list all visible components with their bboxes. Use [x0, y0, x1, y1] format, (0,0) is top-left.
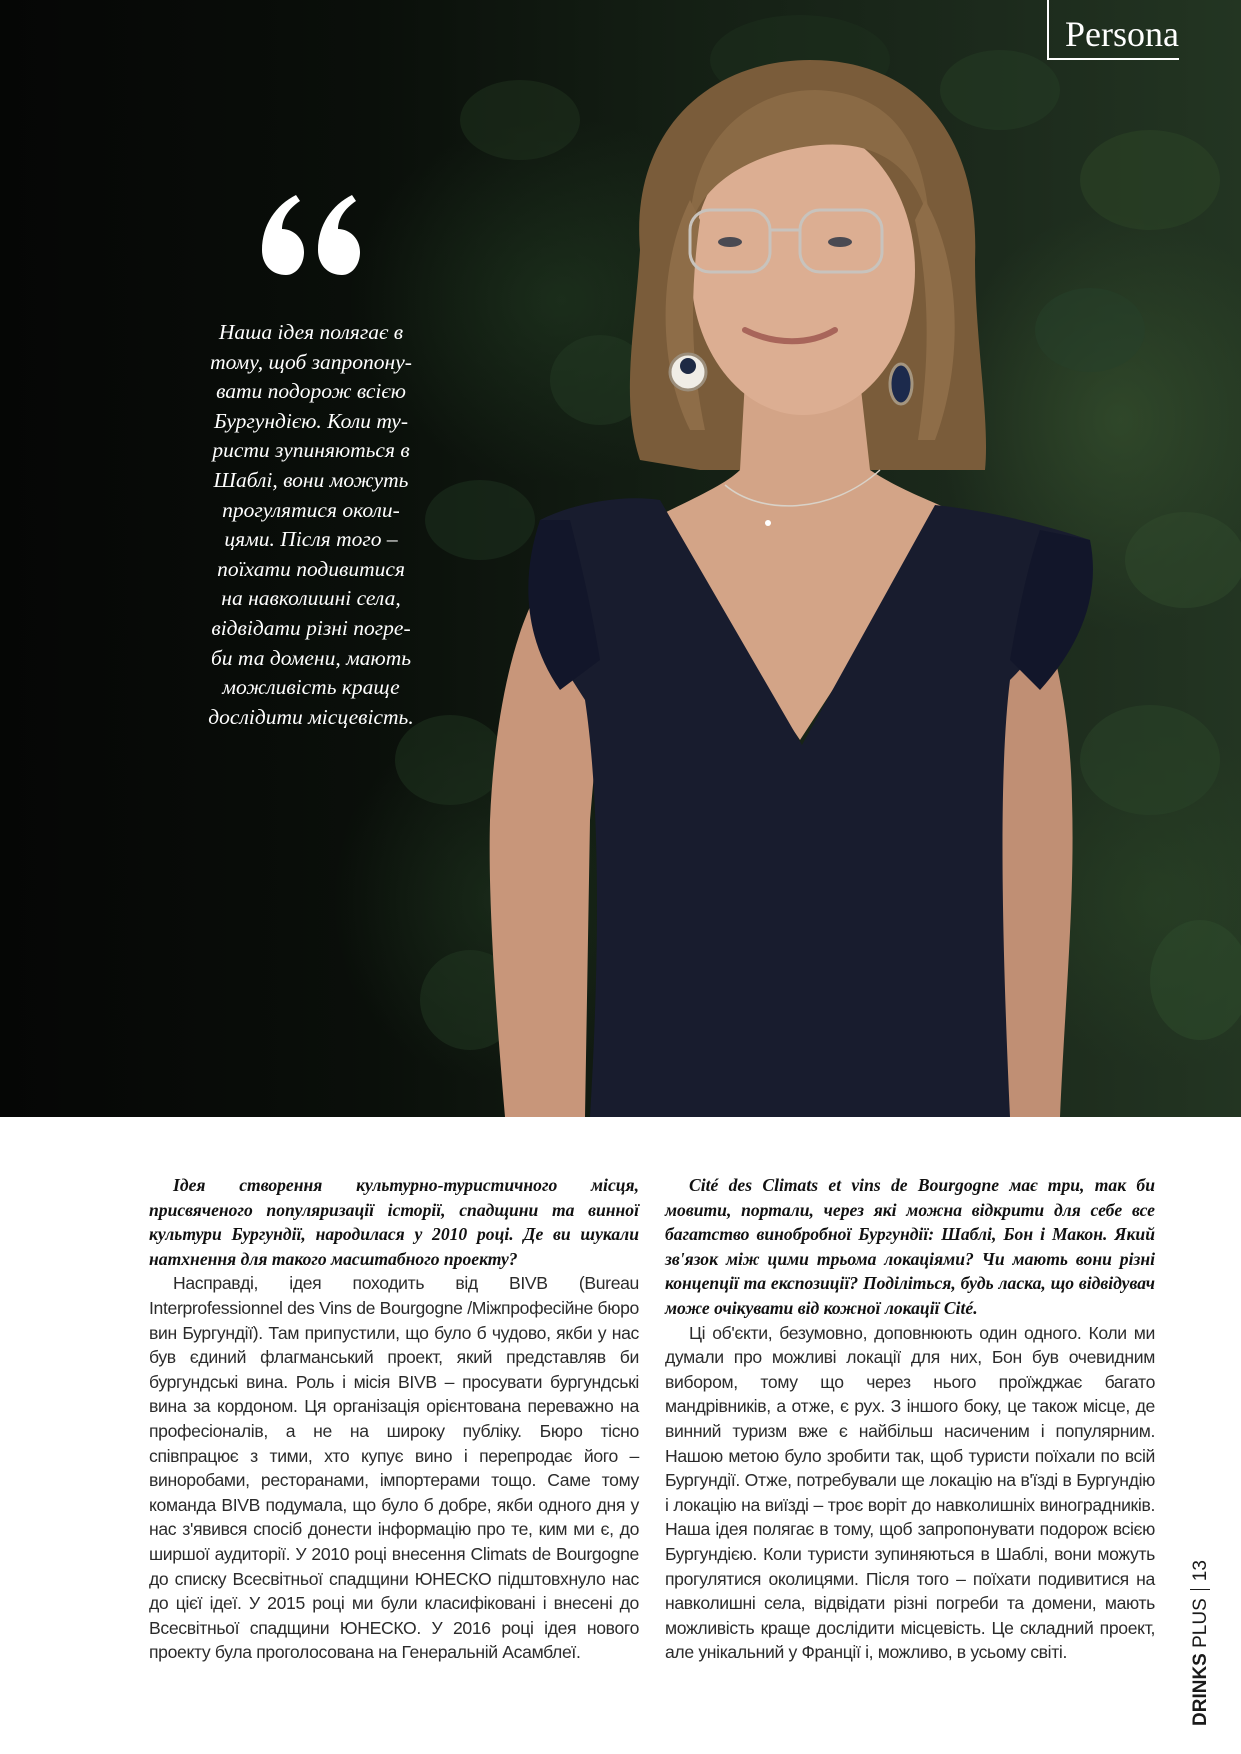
- footer-divider: [1190, 1589, 1210, 1590]
- pull-quote-line: на навколишні села,: [221, 586, 401, 611]
- pull-quote-line: відвідати різні погре-: [211, 615, 411, 640]
- pull-quote-line: Бургундією. Коли ту-: [213, 408, 409, 433]
- pull-quote-line: цями. Після того –: [224, 527, 398, 552]
- interview-answer: Насправді, ідея походить від BIVB (Bureau Interprofessionnel des Vins de Bourgogne /Міжпрофесійне бюро вин Бургундії). Там припустили, що було б чудово, якби у нас був єдиний флагманський проект, який представляв би бургундські вина. Роль і місія BIVB – просувати бургундські вина за кордоном. Ця організація орієнтована переважно на професіоналів, а не на широку публіку. Бюро тісно співпрацює з тими, хто купує вино і перепродає його – виноробами, ресторанами, імпортерами тощо. Саме тому команда BIVB подумала, що було б добре, якби одного дня у нас з'явився спосіб донести інформацію про те, ким ми є, до ширшої аудиторії. У 2010 році внесення Climats de Bourgogne до списку Всесвітньої спадщини ЮНЕСКО підштовхнуло нас до цієї ідеї. У 2015 році ми були класифіковані і внесені до Всесвітньої спадщини ЮНЕСКО. У 2016 році ідея нового проекту була проголосована на Генеральній Асамблеї.: [149, 1273, 639, 1663]
- magazine-brand-suffix: PLUS: [1190, 1598, 1211, 1648]
- article-column-right: [665, 1173, 1155, 1665]
- pull-quote-line: Наша ідея полягає в: [218, 320, 404, 344]
- article-column-left: [149, 1173, 639, 1665]
- pull-quote-line: можливість краще: [222, 675, 400, 700]
- pull-quote-line: би та домени, мають: [210, 645, 412, 670]
- pull-quote-line: вати подорож всією: [216, 379, 406, 404]
- magazine-brand: DRINKS: [1190, 1653, 1211, 1726]
- pull-quote-line: дослідити місцевість.: [208, 704, 414, 729]
- page-footer: [1180, 1560, 1240, 1740]
- section-tag: Persona: [1047, 0, 1179, 60]
- pull-quote-line: поїхати подивитися: [217, 556, 405, 581]
- footer-label: [1190, 1560, 1212, 1726]
- pull-quote: [180, 318, 442, 732]
- page-number: 13: [1190, 1560, 1211, 1582]
- interview-question: Ідея створення культурно-туристичного місця, присвяченого популяризації історії, спадщини та винної культури Бургундії, народилася у 2010 році. Де ви шукали натхнення для такого масштабного проекту?: [149, 1175, 639, 1269]
- pull-quote-line: тому, щоб запропону-: [210, 349, 412, 374]
- pull-quote-line: ристи зупиняються в: [212, 438, 410, 463]
- pull-quote-line: Шаблі, вони можуть: [213, 467, 409, 492]
- open-double-quote-icon: [262, 195, 362, 275]
- interview-answer: Ці об'єкти, безумовно, доповнюють один одного. Коли ми думали про можливі локації для них, Бон був очевидним вибором, тому що через нього проїжджає багато мандрівників, а отже, є рух. З іншого боку, це також місце, де винний туризм вже є найбільш насиченим і популярним. Нашою метою було зробити так, щоб туристи поїхали по всій Бургундії. Отже, потребували ще локацію на в'їзді в Бургундію і локацію на виїзді – троє воріт до навколишніх виноградників. Наша ідея полягає в тому, щоб запропонувати подорож всією Бургундією. Коли туристи зупиняються в Шаблі, вони можуть прогулятися околицями. Після того – поїхати подивитися на навколишні села, відвідати різні погреби та домени, мають можливість краще дослідити місцевість. Це складний проект, але унікальний у Франції і, можливо, в усьому світі.: [665, 1322, 1155, 1663]
- interview-question: Cité des Climats et vins de Bourgogne має три, так би мовити, портали, через які можна відкрити для себе все багатство винобробної Бургундії: Шаблі, Бон і Макон. Який зв'язок між цими трьома локаціями? Чи мають вони різні концепції та експозиції? Поділіться, будь ласка, що відвідувач може очікувати від кожної локації Cité.: [665, 1175, 1155, 1318]
- pull-quote-line: прогулятися околи-: [222, 497, 400, 522]
